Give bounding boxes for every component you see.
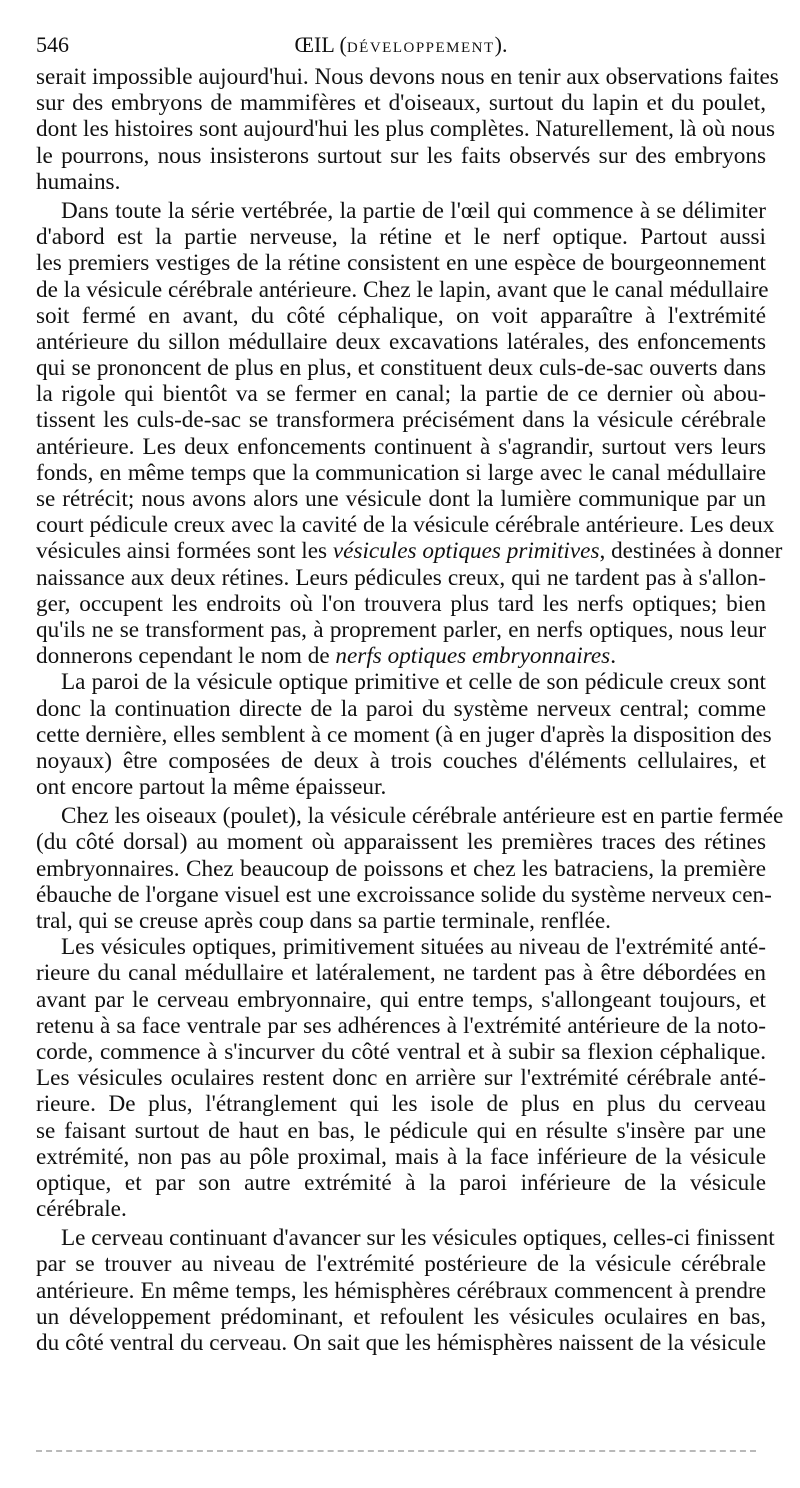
text-line: noyaux) être composées de deux à trois couches d'éléments cellulaires, et [36,747,766,774]
text-line: par se trouver au niveau de l'extrémité postérieure de la vésicule cérébrale [36,1251,766,1278]
text-line: rieure. De plus, l'étranglement qui les isole de plus en plus du cerveau [36,1091,766,1118]
text-line: (du côté dorsal) au moment où apparaissent les premières traces des rétines [36,829,766,856]
text-line: qui se prononcent de plus en plus, et constituent deux culs-de-sac ouverts dans [36,355,766,382]
italic-term: vésicules optiques primitives [332,538,600,565]
text-line: rieure du canal médullaire et latéralement, ne tardent pas à être débordées en [36,960,766,987]
text-line: corde, commence à s'incurver du côté ventral et à subir sa flexion céphalique. [36,1038,766,1065]
text-line: Le cerveau continuant d'avancer sur les vésicules optiques, celles-ci finissent [61,1225,775,1252]
text-line: cette dernière, elles semblent à ce moment (à en juger d'après la disposition des [36,721,772,748]
page-number: 546 [36,32,69,57]
text-line: antérieure. Les deux enfoncements continuent à s'agrandir, surtout vers leurs [36,433,766,460]
text-line: Dans toute la série vertébrée, la partie de l'œil qui commence à se délimiter [61,197,766,224]
footer-rule [36,1450,756,1452]
text-line: avant par le cerveau embryonnaire, qui entre temps, s'allongeant toujours, et [36,986,766,1013]
text-line: court pédicule creux avec la cavité de la vésicule cérébrale antérieure. Les deux [36,512,775,539]
running-head-title: ŒIL ( [294,32,347,57]
text-line: Les vésicules oculaires restent donc en arrière sur l'extrémité cérébrale anté- [36,1065,766,1092]
text-line: se rétrécit; nous avons alors une vésicule dont la lumière communique par un [36,486,766,512]
text-line: le pourrons, nous insisterons surtout sur les faits observés sur des embryons [36,142,766,169]
italic-term: nerfs optiques embryonnaires [335,643,611,670]
text-line: donnerons cependant le nom de nerfs optiques embryonnaires. [36,643,617,670]
text-line: du côté ventral du cerveau. On sait que les hémisphères naissent de la vésicule [36,1330,766,1356]
text-line: tral, qui se creuse après coup dans sa partie terminale, renflée. [36,908,611,934]
text-line: La paroi de la vésicule optique primitive et celle de son pédicule creux sont [61,669,766,696]
text-line: donc la continuation directe de la paroi du système nerveux central; comme [36,695,766,722]
text-line: tissent les culs-de-sac se transformera précisément dans la vésicule cérébrale [36,407,766,434]
text-line: Chez les oiseaux (poulet), la vésicule cérébrale antérieure est en partie fermée [61,803,784,830]
text-line: sur des embryons de mammifères et d'oiseaux, surtout du lapin et du poulet, [36,90,766,117]
running-head-subtitle: DÉVELOPPEMENT [346,40,495,56]
text-line: qu'ils ne se transforment pas, à proprement parler, en nerfs optiques, nous leur [36,616,766,643]
text-line: la rigole qui bientôt va se fermer en canal; la partie de ce dernier où abou- [36,381,766,408]
text-line: fonds, en même temps que la communication si large avec le canal médullaire [36,459,766,486]
text-line: un développement prédominant, et refoulent les vésicules oculaires en bas, [36,1303,766,1330]
text-line: extrémité, non pas au pôle proximal, mais à la face inférieure de la vésicule [36,1143,766,1170]
text-line: dont les histoires sont aujourd'hui les plus complètes. Naturellement, là où nous [36,116,775,143]
text-line: les premiers vestiges de la rétine consistent en une espèce de bourgeonnement [36,250,766,277]
text-line: naissance aux deux rétines. Leurs pédicules creux, qui ne tardent pas à s'allon- [36,564,766,591]
running-head [36,30,766,63]
text-line: ger, occupent les endroits où l'on trouvera plus tard les nerfs optiques; bien [36,590,766,617]
text-line: vésicules ainsi formées sont les vésicules optiques primitives, destinées à donner [36,538,783,565]
text-line: serait impossible aujourd'hui. Nous devons nous en tenir aux observations faites [36,64,779,90]
text-line: antérieure du sillon médullaire deux excavations latérales, des enfoncements [36,328,766,355]
text-line: ébauche de l'organe visuel est une excroissance solide du système nerveux cen- [36,881,772,908]
text-line: se faisant surtout de haut en bas, le pédicule qui en résulte s'insère par une [36,1117,766,1144]
text-line: soit fermé en avant, du côté céphalique, on voit apparaître à l'extrémité [36,302,766,329]
text-line: antérieure. En même temps, les hémisphères cérébraux commencent à prendre [36,1277,766,1304]
text-line: de la vésicule cérébrale antérieure. Chez le lapin, avant que le canal médullaire [36,276,769,303]
text-line: optique, et par son autre extrémité à la paroi inférieure de la vésicule [36,1169,766,1196]
text-line: cérébrale. [36,1196,127,1223]
running-head-end: ). [494,32,508,57]
text-line: Les vésicules optiques, primitivement situées au niveau de l'extrémité anté- [61,934,766,961]
text-line: ont encore partout la même épaisseur. [36,774,387,801]
page-header [36,30,766,60]
body-text [36,64,784,1356]
text-line: retenu à sa face ventrale par ses adhérences à l'extrémité antérieure de la noto- [36,1012,766,1039]
text-line: embryonnaires. Chez beaucoup de poissons et chez les batraciens, la première [36,855,766,882]
text-line: humains. [36,168,121,195]
text-line: d'abord est la partie nerveuse, la rétine et le nerf optique. Partout aussi [36,224,766,251]
